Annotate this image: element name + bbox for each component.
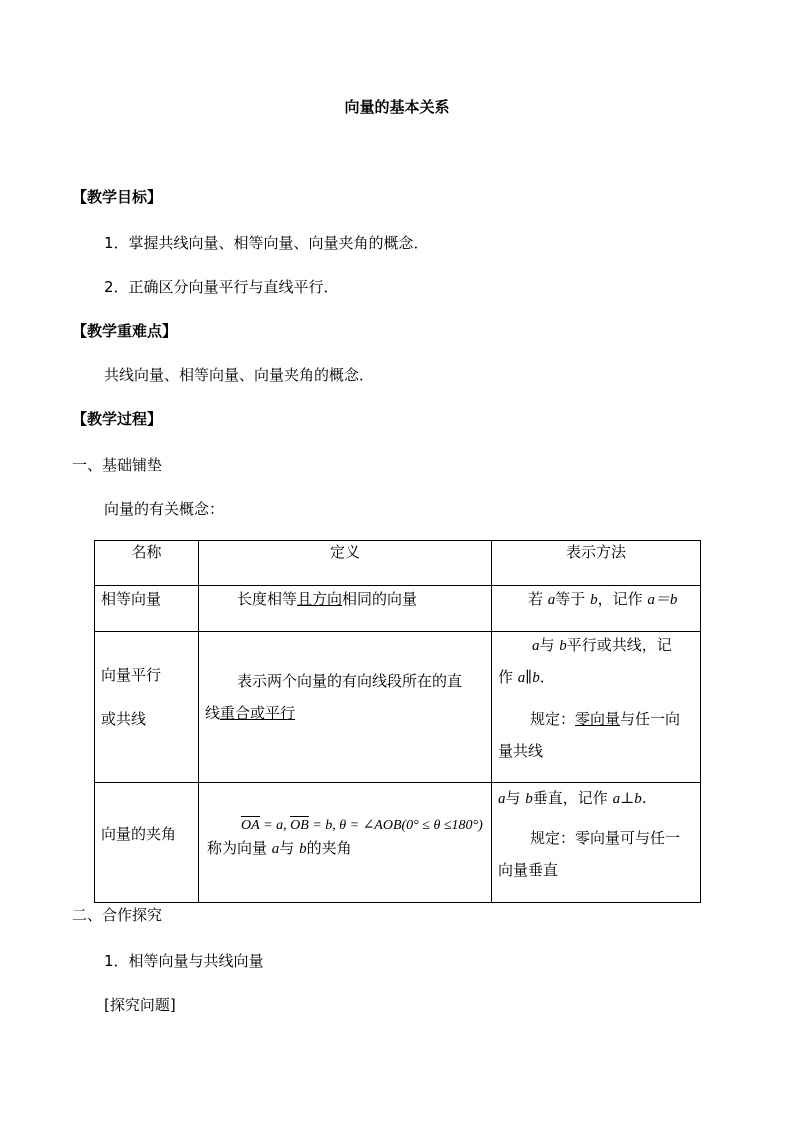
goal-item-1: 1．掌握共线向量、相等向量、向量夹角的概念．	[104, 234, 429, 252]
row2-representation: a与 b平行或共线，记 作 a∥b． 规定：零向量与任一向 量共线	[498, 636, 681, 760]
header-name: 名称	[95, 541, 199, 586]
table-row	[95, 586, 701, 632]
row3-name: 向量的夹角	[101, 825, 177, 843]
key-text: 共线向量、相等向量、向量夹角的概念．	[104, 366, 375, 384]
key-heading: 【教学重难点】	[72, 322, 178, 340]
explore-label: [探究问题]	[104, 996, 176, 1014]
concept-table	[94, 540, 701, 903]
concept-intro: 向量的有关概念：	[104, 500, 225, 518]
row2-definition: 表示两个向量的有向线段所在的直 线重合或平行	[205, 672, 463, 722]
row2-name: 向量平行 或共线	[101, 666, 162, 728]
row3-representation: a与 b垂直，记作 a⊥b． 规定：零向量可与任一 向量垂直	[498, 789, 681, 879]
row3-definition: OA = a, OB = b, θ = ∠AOB(0° ≤ θ ≤180°) 称为向量 a与 b的夹角	[207, 818, 483, 857]
row1-definition: 长度相等且方向相同的向量	[237, 590, 418, 608]
row1-name: 相等向量	[101, 590, 162, 608]
table-row	[95, 783, 701, 903]
page-title: 向量的基本关系	[344, 98, 450, 116]
subsection-1: 1．相等向量与共线向量	[104, 952, 264, 970]
row1-representation: 若 a等于 b，记作 a＝b	[528, 590, 678, 608]
table-row	[95, 632, 701, 783]
angle-formula: OA = a, OB = b, θ = ∠AOB(0° ≤ θ ≤180°)	[241, 818, 483, 833]
table-header-row	[95, 541, 701, 586]
process-heading: 【教学过程】	[72, 410, 163, 428]
header-representation: 表示方法	[492, 541, 701, 586]
section-1-heading: 一、基础铺垫	[72, 456, 163, 474]
header-definition: 定义	[199, 541, 492, 586]
goal-item-2: 2．正确区分向量平行与直线平行．	[104, 278, 339, 296]
section-2-heading: 二、合作探究	[72, 906, 163, 924]
goals-heading: 【教学目标】	[72, 188, 163, 206]
